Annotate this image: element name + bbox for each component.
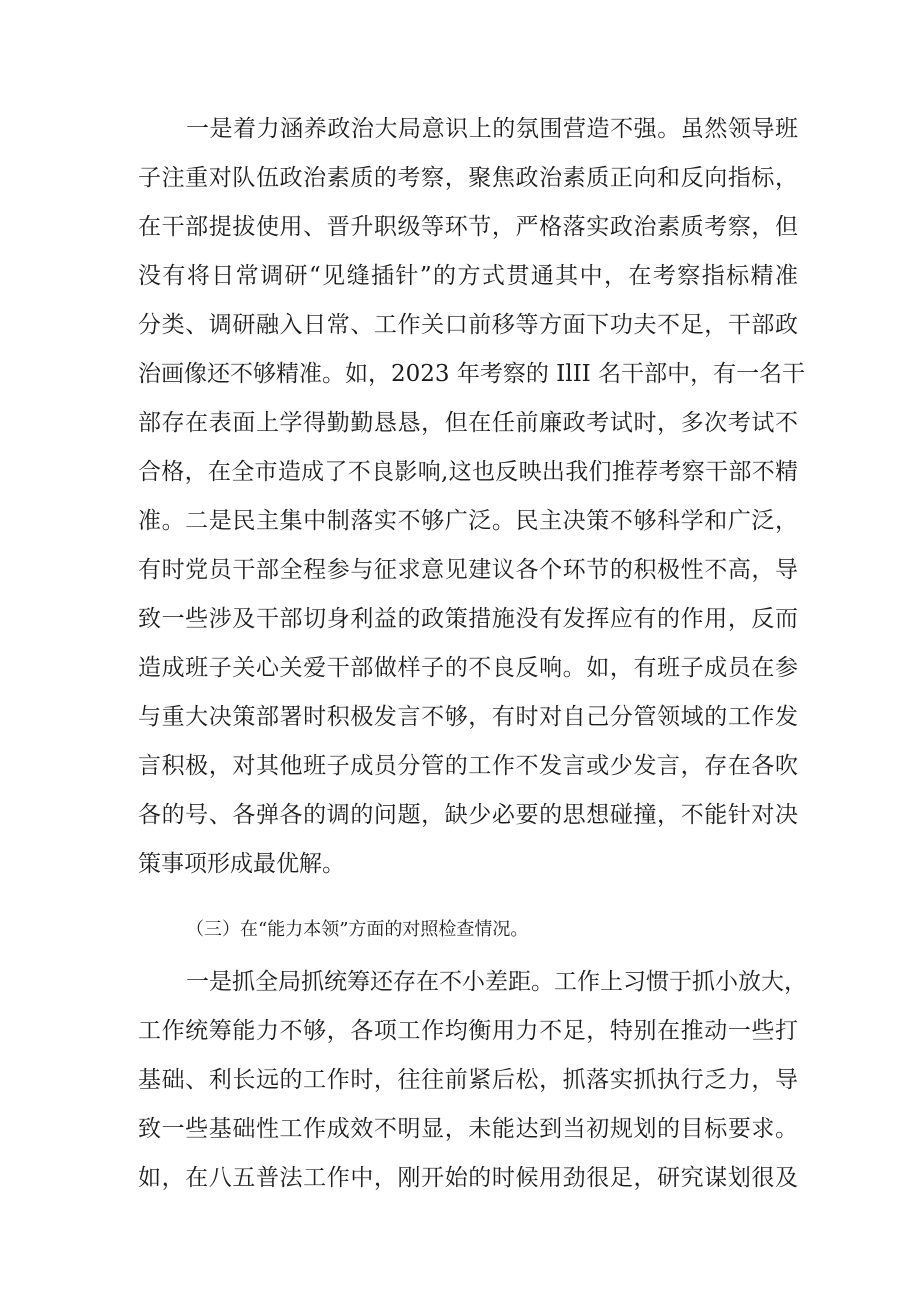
paragraph-line: 部存在表面上学得勤勤恳恳，但在任前廉政考试时，多次考试不 [138, 410, 798, 436]
paragraph-line: 子注重对队伍政治素质的考察，聚焦政治素质正向和反向指标， [138, 165, 798, 191]
paragraph-line: 造成班子关心关爱干部做样子的不良反响。如，有班子成员在参 [138, 655, 798, 681]
paragraph-line: 在干部提拔使用、晋升职级等环节，严格落实政治素质考察，但 [138, 214, 798, 240]
paragraph-line: 分类、调研融入日常、工作关口前移等方面下功夫不足，干部政 [138, 312, 798, 338]
paragraph-line: 工作统筹能力不够，各项工作均衡用力不足，特别在推动一些打 [138, 1018, 798, 1044]
paragraph-line: 合格，在全市造成了不良影响,这也反映出我们推荐考察干部不精 [138, 459, 798, 485]
paragraph-line: 各的号、各弹各的调的问题，缺少必要的思想碰撞，不能针对决 [138, 802, 798, 828]
paragraph-line: 没有将日常调研“见缝插针”的方式贯通其中，在考察指标精准 [138, 263, 798, 289]
paragraph-line: 准。二是民主集中制落实不够广泛。民主决策不够科学和广泛， [138, 508, 798, 534]
paragraph-line: 有时党员干部全程参与征求意见建议各个环节的积极性不高，导 [138, 557, 798, 583]
paragraph-line: 致一些基础性工作成效不明显，未能达到当初规划的目标要求。 [138, 1116, 798, 1142]
paragraph-line: 策事项形成最优解。 [138, 851, 345, 877]
paragraph-line: 致一些涉及干部切身利益的政策措施没有发挥应有的作用，反而 [138, 606, 798, 632]
paragraph-line: 言积极，对其他班子成员分管的工作不发言或少发言，存在各吹 [138, 753, 798, 779]
paragraph-line: 一是着力涵养政治大局意识上的氛围营造不强。虽然领导班 [186, 116, 798, 142]
section-heading: （三）在“能力本领”方面的对照检查情况。 [186, 919, 529, 940]
paragraph-line: 基础、利长远的工作时，往往前紧后松，抓落实抓执行乏力，导 [138, 1067, 798, 1093]
paragraph-line: 与重大决策部署时积极发言不够，有时对自己分管领域的工作发 [138, 704, 798, 730]
paragraph-line: 治画像还不够精准。如，2023 年考察的 IlII 名干部中，有一名干 [138, 361, 806, 387]
paragraph-line: 如，在八五普法工作中，刚开始的时候用劲很足，研究谋划很及 [138, 1165, 798, 1191]
paragraph-line: 一是抓全局抓统筹还存在不小差距。工作上习惯于抓小放大， [186, 969, 807, 995]
